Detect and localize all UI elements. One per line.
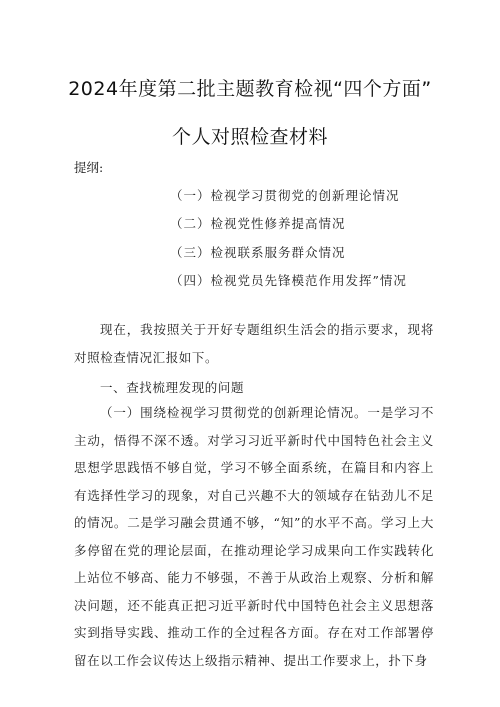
document-title-line1: 2024年度第二批主题教育检视“四个方面” (68, 78, 432, 100)
outline-item-1: （一）检视学习贯彻党的创新理论情况 (170, 188, 400, 203)
outline-item-2: （二）检视党性修养提高情况 (170, 216, 346, 231)
outline-item-3: （三）检视联系服务群众情况 (170, 245, 346, 260)
body-paragraph: （一）围绕检视学习贯彻党的创新理论情况。一是学习不主动，悟得不深不透。对学习习近平新时代中国特色社会主义思想学思践悟不够自觉，学习不够全面系统，在篇目和内容上有选择性学习的现象，对自己兴趣不大的领域存在钻劲儿不足的情况。二是学习融会贯通不够，“知”的水平不高。学习上大多停留在党的理论层面，在推动理论学习成果向工作实践转化上站位不够高、能力不够强，不善于从政治上观察、分析和解决问题，还不能真正把习近平新时代中国特色社会主义思想落实到指导实践、推动工作的全过程各方面。存在对工作部署停留在以工作会议传达上级指示精神、提出工作要求上，扑下身 (74, 405, 434, 668)
section-heading: 一、查找梳理发现的问题 (100, 380, 245, 395)
document-title-line2: 个人对照检查材料 (171, 126, 328, 148)
outline-label: 提纲: (74, 160, 104, 175)
outline-item-4: （四）检视党员先锋模范作用发挥”情况 (170, 273, 407, 288)
intro-paragraph: 现在，我按照关于开好专题组织生活会的指示要求，现将对照检查情况汇报如下。 (74, 322, 434, 365)
